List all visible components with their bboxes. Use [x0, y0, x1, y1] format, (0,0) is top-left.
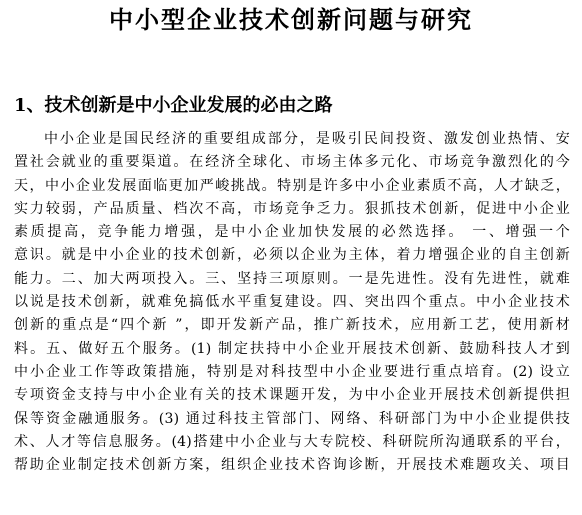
body-line: 意识。就是中小企业的技术创新，必须以企业为主体，着力增强企业的自主创新	[14, 247, 570, 264]
document-title: 中小型企业技术创新问题与研究	[109, 5, 473, 34]
body-line: 中小企业工作等政策措施，特别是对科技型中小企业要进行重点培育。(2) 设立	[14, 363, 570, 380]
body-line: 实力较弱，产品质量、档次不高，市场竞争乏力。狠抓技术创新，促进中小企业	[14, 200, 570, 217]
body-line: 保等资金融通服务。(3) 通过科技主管部门、网络、科研部门为中小企业提供技	[14, 410, 570, 427]
body-line: 素质提高，竞争能力增强，是中小企业加快发展的必然选择。 一、增强一个	[14, 224, 570, 241]
body-line: 帮助企业制定技术创新方案，组织企业技术咨询诊断，开展技术难题攻关、项目	[14, 457, 570, 474]
body-line: 料。五、做好五个服务。(1) 制定扶持中小企业开展技术创新、鼓励科技人才到	[14, 340, 570, 357]
body-line: 以说是技术创新，就难免搞低水平重复建设。四、突出四个重点。中小企业技术	[14, 294, 570, 311]
body-line: 创新的重点是“四个新 ”，即开发新产品，推广新技术，应用新工艺，使用新材	[14, 317, 570, 334]
body-line: 中小企业是国民经济的重要组成部分，是吸引民间投资、激发创业热情、安	[44, 131, 570, 147]
body-line: 专项资金支持与中小企业有关的技术课题开发，为中小企业开展技术创新提供担	[14, 387, 570, 404]
body-line: 置社会就业的重要渠道。在经济全球化、市场主体多元化、市场竞争激烈化的今	[14, 154, 570, 171]
section-heading: 1、技术创新是中小企业发展的必由之路	[14, 95, 333, 116]
body-line: 能力。二、加大两项投入。三、坚持三项原则。一是先进性。没有先进性，就难	[14, 270, 570, 287]
body-line: 术、人才等信息服务。(4)搭建中小企业与大专院校、科研院所沟通联系的平台，	[14, 433, 570, 450]
body-line: 天，中小企业发展面临更加严峻挑战。特别是许多中小企业素质不高，人才缺乏，	[14, 177, 570, 194]
body-paragraph	[14, 128, 570, 477]
